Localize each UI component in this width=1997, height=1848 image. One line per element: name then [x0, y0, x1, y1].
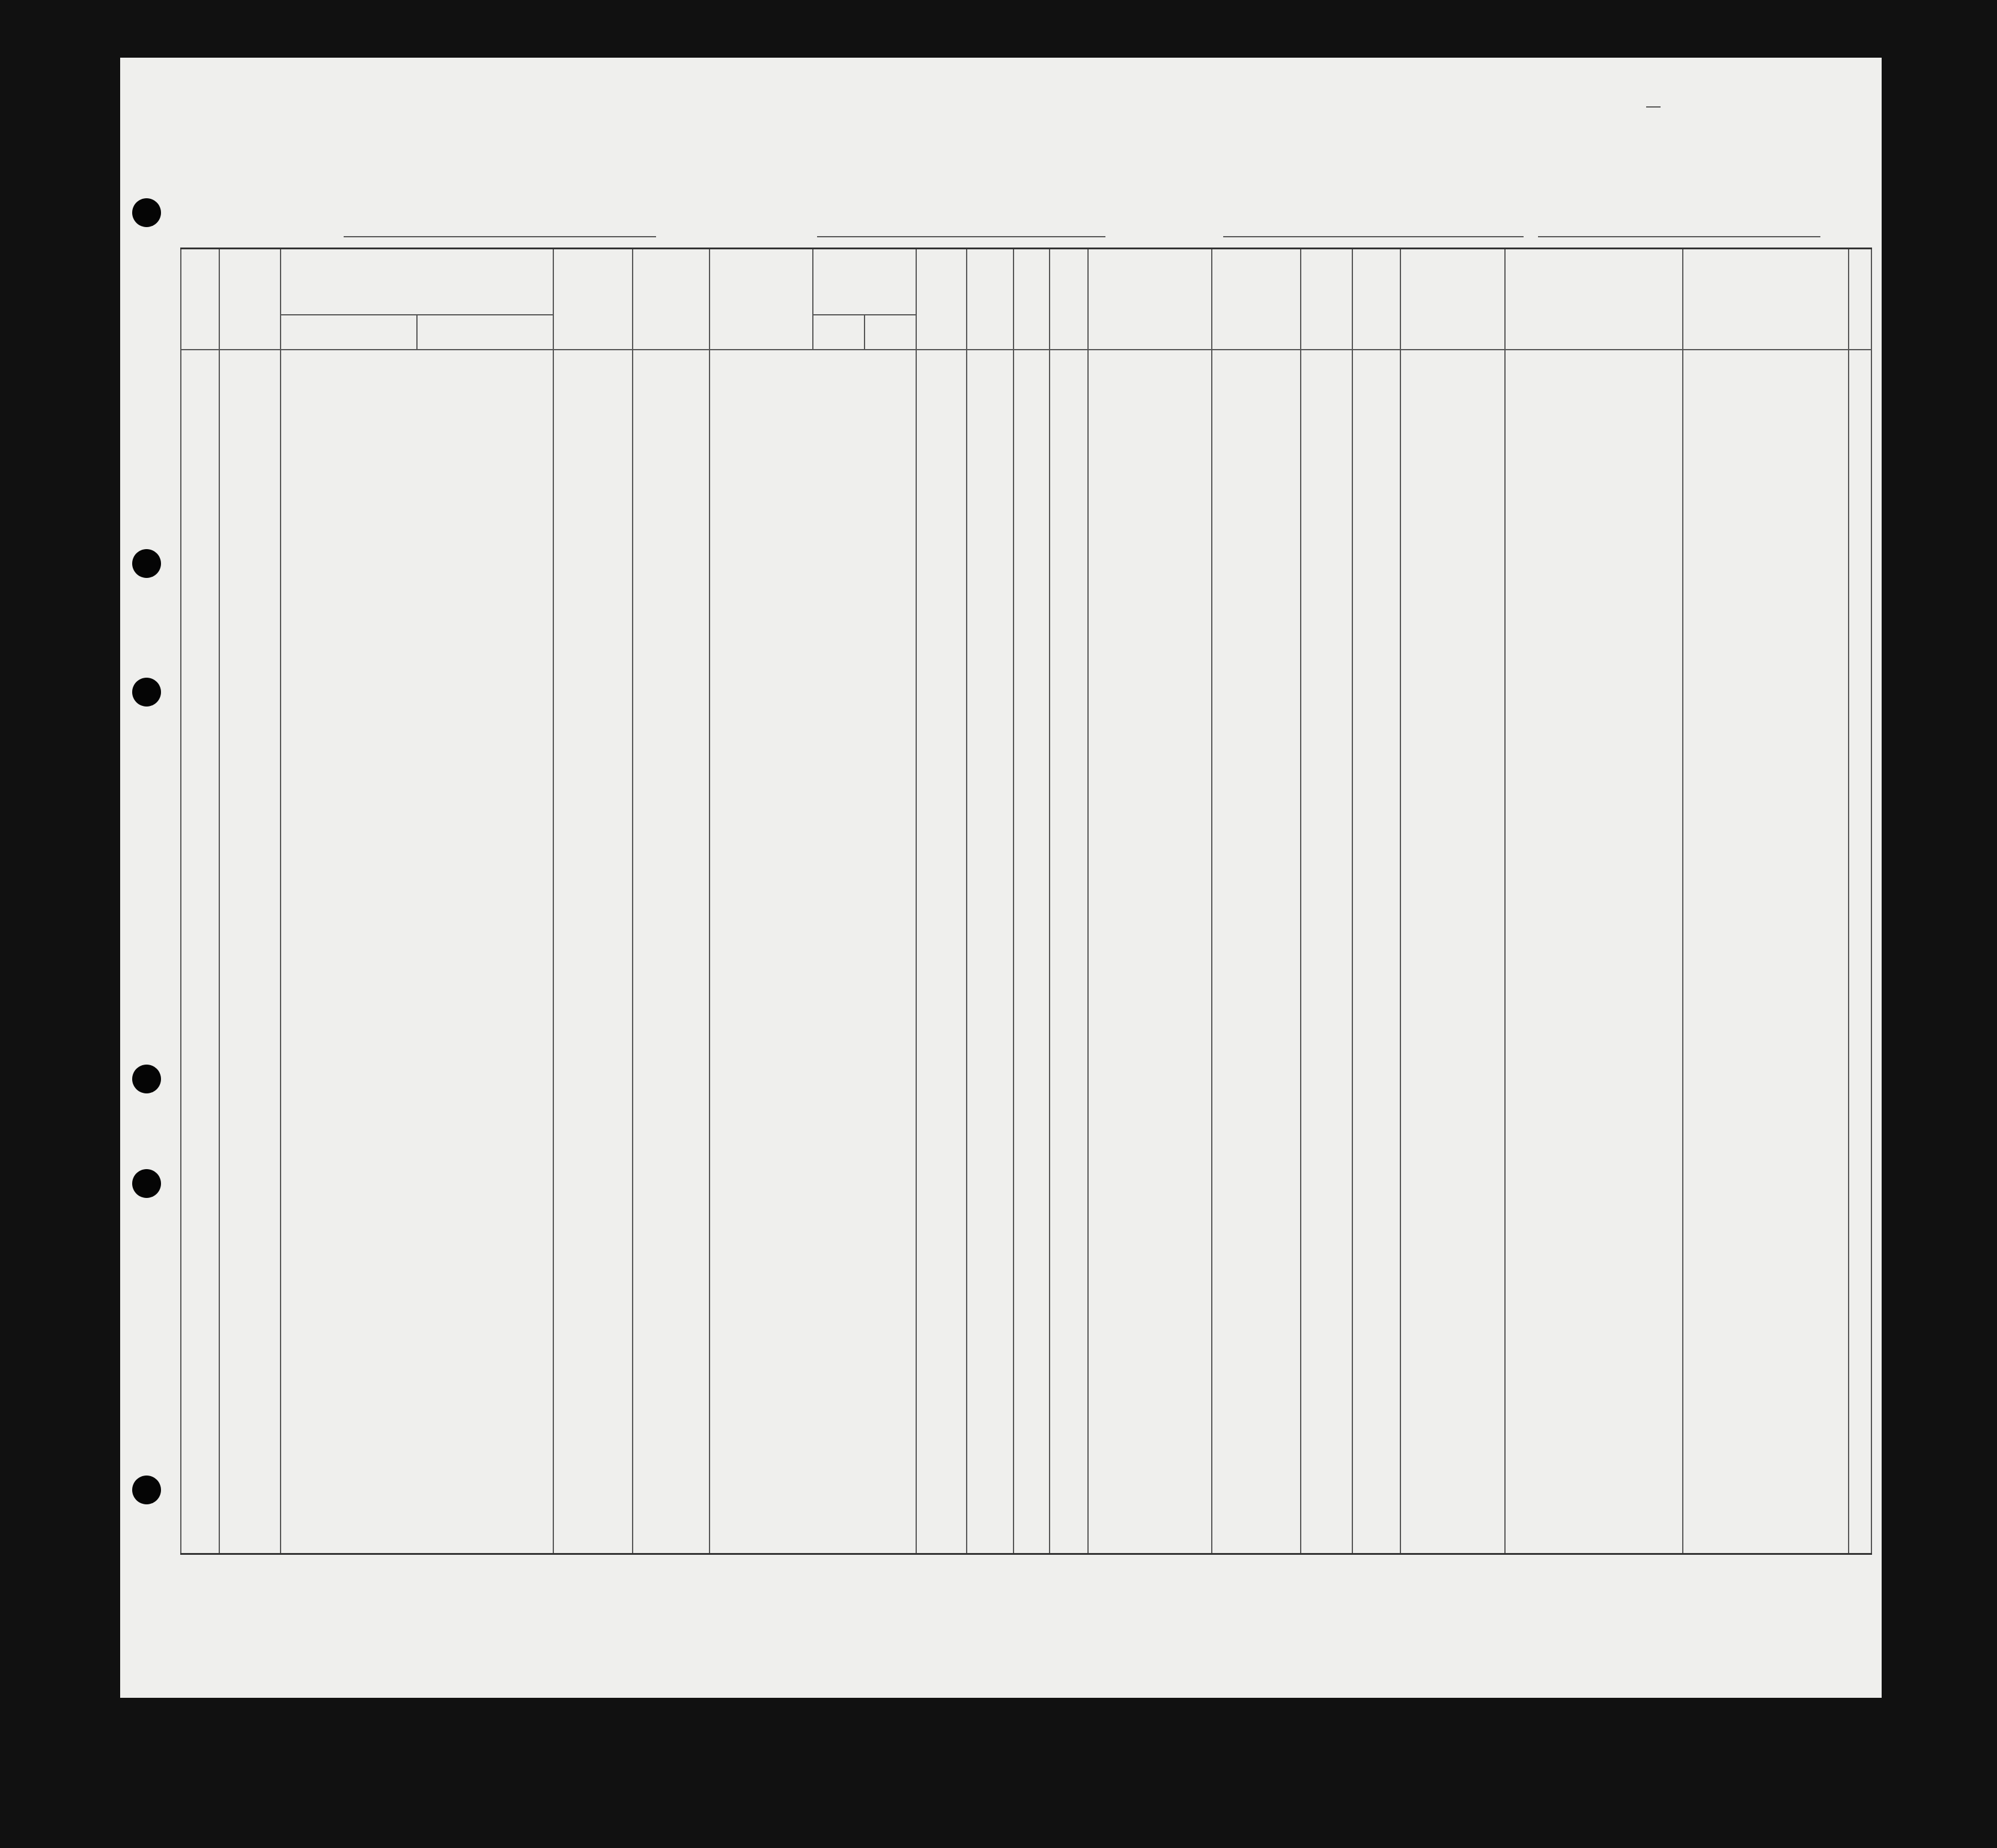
col-header-weight [1300, 259, 1352, 261]
punch-hole [132, 549, 161, 578]
col-header-marks [1352, 259, 1400, 261]
manifest-sheet [120, 58, 1882, 1698]
punch-hole [132, 1169, 161, 1198]
punch-hole [132, 198, 161, 227]
col-header-no [219, 259, 280, 261]
col-header-name [280, 259, 553, 261]
col-header-age [966, 259, 1013, 261]
col-header-shipped [709, 259, 812, 261]
col-header-remarks [1400, 259, 1504, 261]
col-header-sex [1013, 259, 1049, 261]
col-header-race [1049, 259, 1087, 261]
col-header-read [916, 259, 966, 261]
crew-table [180, 248, 1872, 1555]
col-header-discharged [864, 259, 916, 261]
col-header-action [1504, 259, 1682, 261]
col-header-height [1211, 259, 1300, 261]
sheet-value [1646, 88, 1661, 108]
sheet-number [1646, 88, 1661, 106]
col-header-service [553, 259, 632, 261]
punch-hole [132, 1476, 161, 1504]
punch-hole [132, 1065, 161, 1093]
punch-hole [132, 678, 161, 707]
col-header-nationality [1087, 259, 1211, 261]
col-header-position [632, 259, 709, 261]
